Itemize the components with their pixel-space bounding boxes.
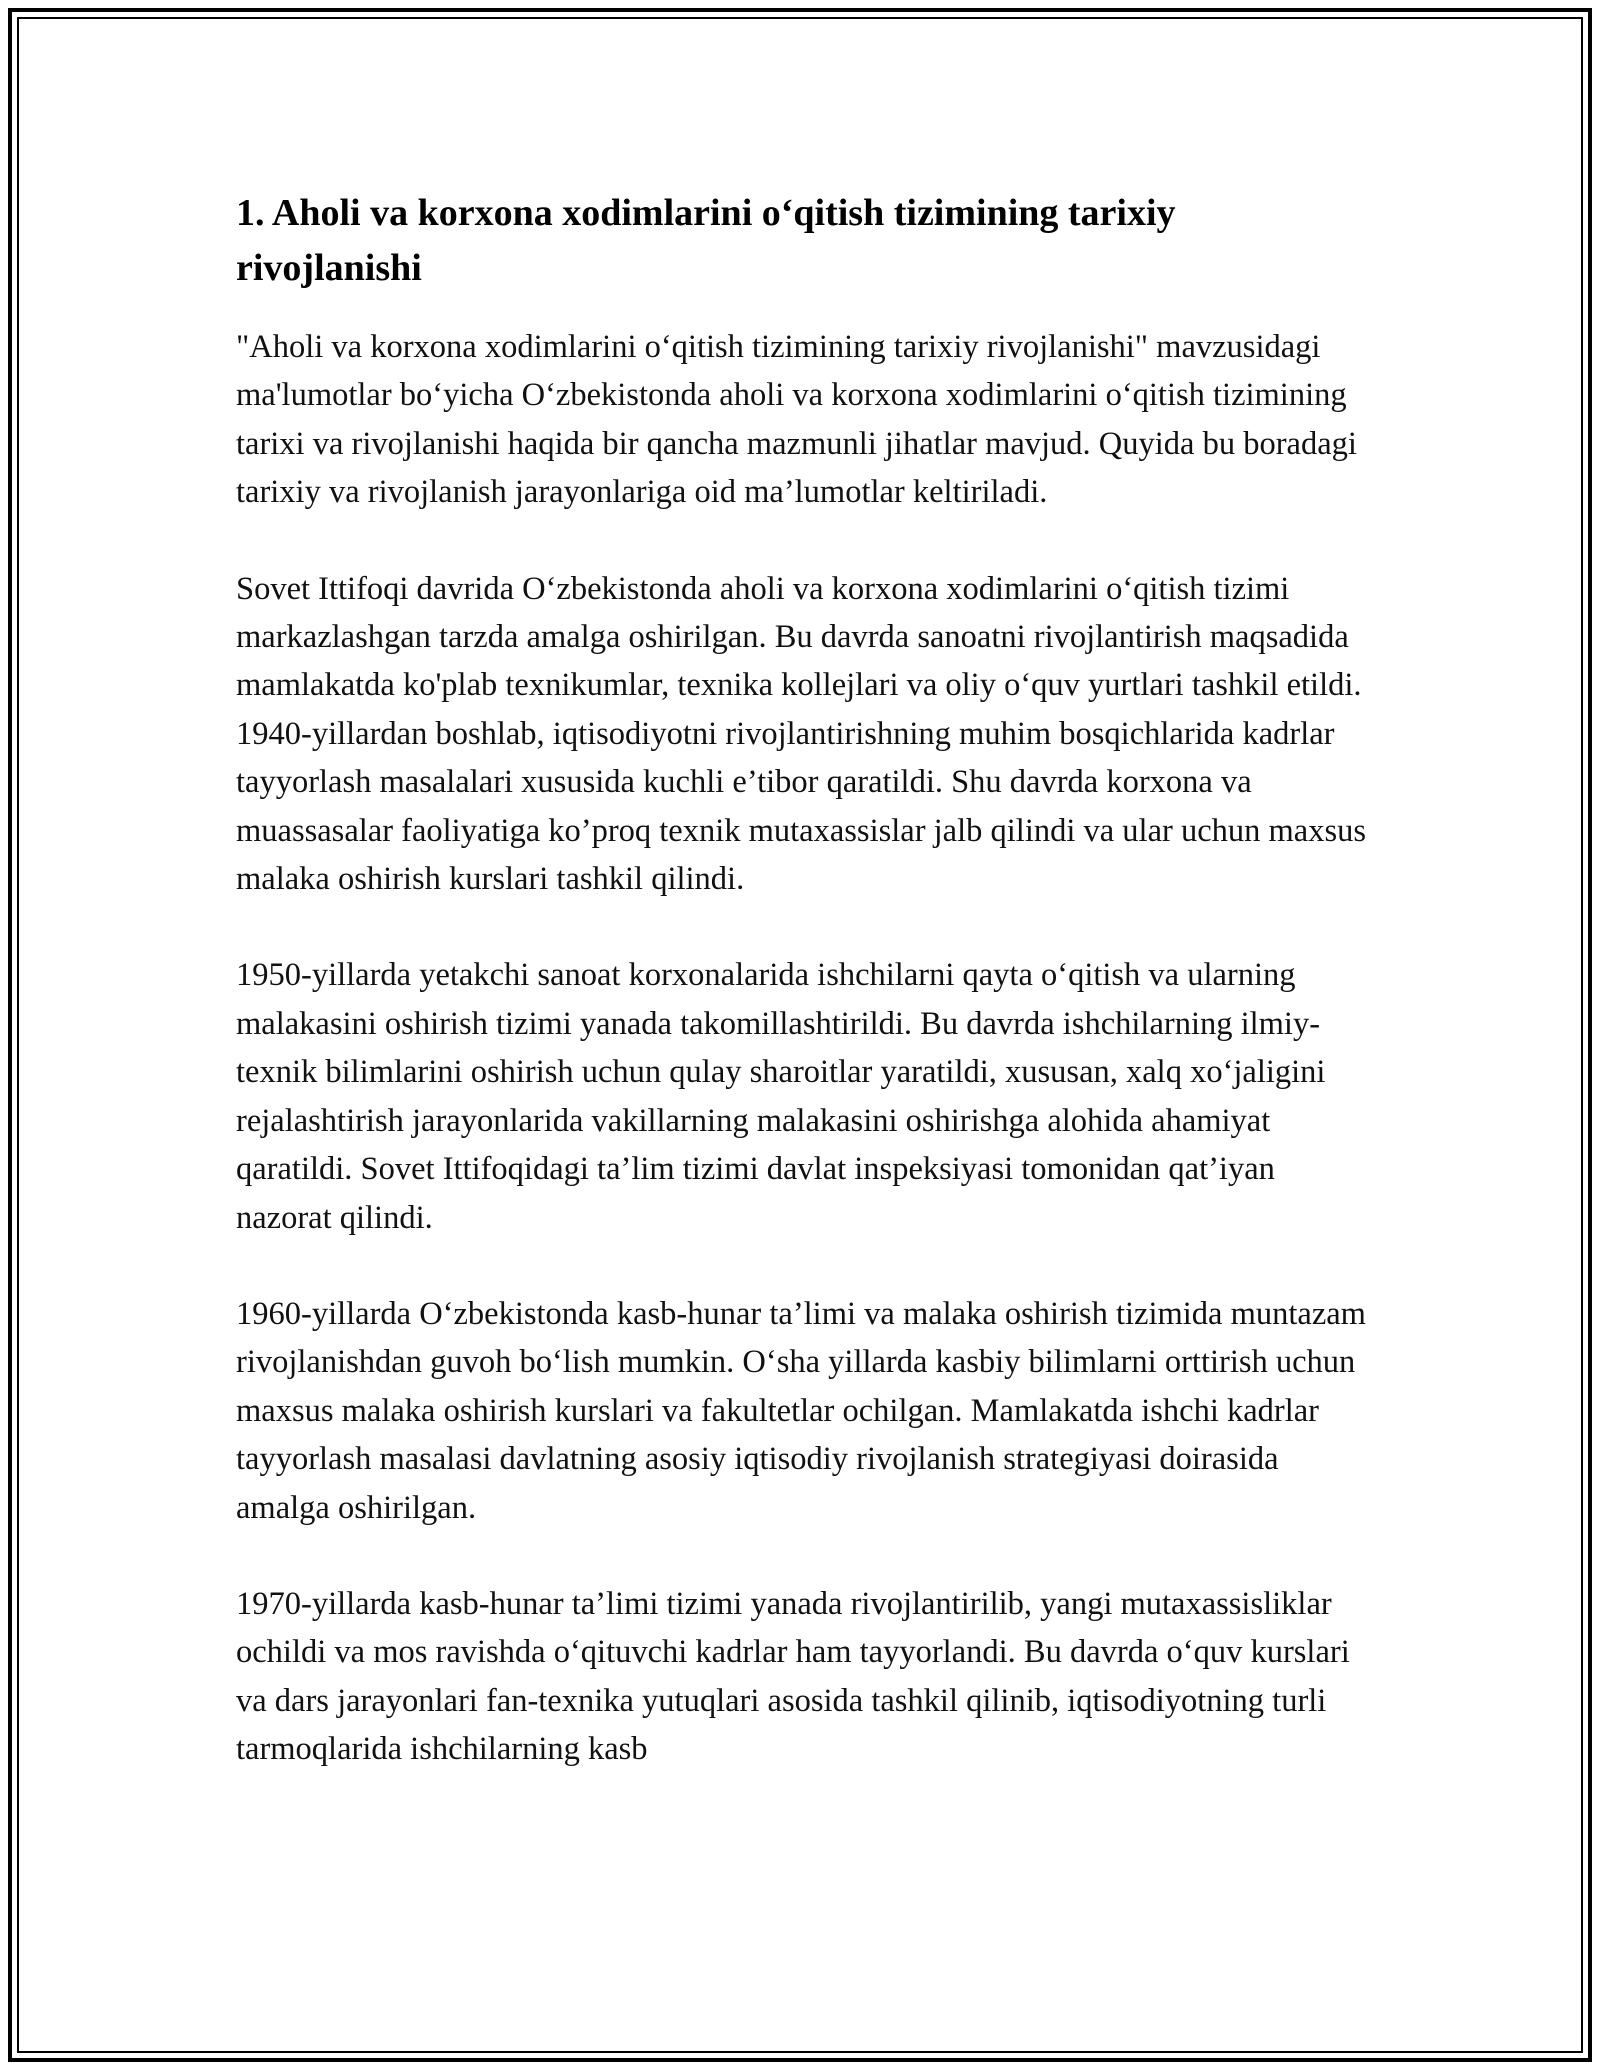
- document-body: [236, 186, 1376, 1822]
- paragraph-1950s: 1950-yillarda yetakchi sanoat korxonalarida ishchilarni qayta o‘qitish va ularning malakasini oshirish tizimi yanada takomillashtirildi. Bu davrda ishchilarning ilmiy-texnik bilimlarini oshirish uchun qulay sharoitlar yaratildi, xususan, xalq xo‘jaligini rejalashtirish jarayonlarida vakillarning malakasini oshirishga alohida ahamiyat qaratildi. Sovet Ittifoqidagi ta’lim tizimi davlat inspeksiyasi tomonidan qat’iyan nazorat qilindi.: [236, 957, 1326, 1236]
- paragraph-1970s: 1970-yillarda kasb-hunar ta’limi tizimi yanada rivojlantirilib, yangi mutaxassisliklar ochildi va mos ravishda o‘qituvchi kadrlar ham tayyorlandi. Bu davrda o‘quv kurslari va dars jarayonlari fan-texnika yutuqlari asosida tashkil qilinib, iqtisodiyotning turli tarmoqlarida ishchilarning kasb: [236, 1585, 1350, 1768]
- paragraph-1960s: 1960-yillarda O‘zbekistonda kasb-hunar ta’limi va malaka oshirish tizimida muntazam rivojlanishdan guvoh bo‘lish mumkin. O‘sha yillarda kasbiy bilimlarni orttirish uchun maxsus malaka oshirish kurslari va fakultetlar ochilgan. Mamlakatda ishchi kadrlar tayyorlash masalasi davlatning asosiy iqtisodiy rivojlanish strategiyasi doirasida amalga oshirilgan.: [236, 1295, 1366, 1526]
- paragraph-intro: "Aholi va korxona xodimlarini o‘qitish tizimining tarixiy rivojlanishi" mavzusidagi ma'lumotlar bo‘yicha O‘zbekistonda aholi va korxona xodimlarini o‘qitish tizimining tarixi va rivojlanishi haqida bir qancha mazmunli jihatlar mavjud. Quyida bu boradagi tarixiy va rivojlanish jarayonlariga oid ma’lumotlar keltiriladi.: [236, 329, 1357, 511]
- section-heading: 1. Aholi va korxona xodimlarini o‘qitish tizimining tarixiy rivojlanishi: [236, 192, 1176, 289]
- paragraph-soviet-era: Sovet Ittifoqi davrida O‘zbekistonda aholi va korxona xodimlarini o‘qitish tizimi markazlashgan tarzda amalga oshirilgan. Bu davrda sanoatni rivojlantirish maqsadida mamlakatda ko'plab texnikumlar, texnika kollejlari va oliy o‘quv yurtlari tashkil etildi. 1940-yillardan boshlab, iqtisodiyotni rivojlantirishning muhim bosqichlarida kadrlar tayyorlash masalalari xususida kuchli e’tibor qaratildi. Shu davrda korxona va muassasalar faoliyatiga ko’proq texnik mutaxassislar jalb qilindi va ular uchun maxsus malaka oshirish kurslari tashkil qilindi.: [236, 570, 1367, 898]
